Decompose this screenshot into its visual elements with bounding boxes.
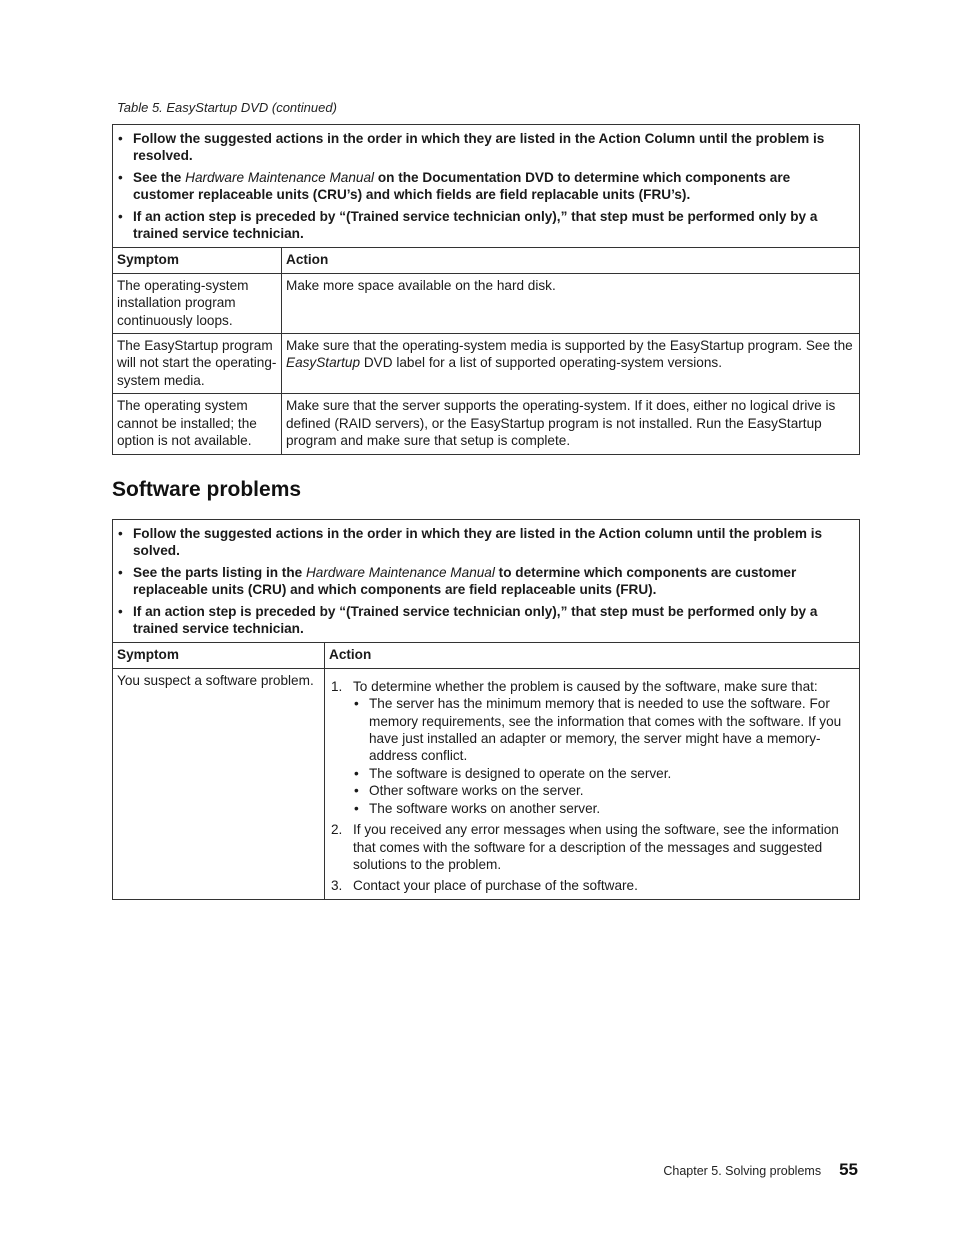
sub-item: • The server has the minimum memory that is needed to use the software. For memory requirements, see the information that comes with the software. If you have just installed an adapter or memory, the server might have a memory-address conflict. bbox=[353, 695, 855, 765]
table-caption: Table 5. EasyStartup DVD (continued) bbox=[117, 100, 337, 115]
table-row bbox=[113, 334, 860, 394]
action-cell: Make sure that the server supports the operating-system. If it does, either no logical drive is defined (RAID servers), or the EasyStartup program is not installed. Run the EasyStartup program and make sure that setup is complete. bbox=[282, 394, 860, 454]
symptom-cell: You suspect a software problem. bbox=[113, 668, 325, 899]
action-header: Action bbox=[325, 643, 860, 668]
action-step: 3. Contact your place of purchase of the software. bbox=[331, 878, 638, 894]
step-sublist bbox=[353, 695, 855, 817]
sub-item: • Other software works on the server. bbox=[353, 782, 855, 799]
note-item: • Follow the suggested actions in the order in which they are listed in the Action column until the problem is solved. bbox=[117, 525, 853, 560]
action-step: 1. To determine whether the problem is caused by the software, make sure that: • The server has the minimum memory that is needed to use the software. For memory requirements, see the information that comes with the software. If you have just installed an adapter or memory, the server might have a memory-address conflict. • The software is designed to operate on the server. • Other software works on the server. • The software works on another server. bbox=[329, 678, 855, 817]
manual-title: Hardware Maintenance Manual bbox=[305, 564, 495, 580]
page-number: 55 bbox=[839, 1160, 858, 1179]
action-header: Action bbox=[282, 248, 860, 273]
table-notes-row bbox=[113, 520, 860, 643]
symptom-cell: The EasyStartup program will not start the operating-system media. bbox=[113, 334, 282, 394]
table-row bbox=[113, 668, 860, 899]
note-item: • If an action step is preceded by “(Trained service technician only),” that step must be performed only by a trained service technician. bbox=[117, 208, 853, 243]
action-cell: Make more space available on the hard disk. bbox=[282, 273, 860, 333]
step-number: 1. bbox=[331, 678, 343, 694]
easystartup-dvd-table bbox=[112, 124, 860, 455]
page-footer bbox=[663, 1160, 858, 1180]
action-steps bbox=[329, 678, 855, 895]
symptom-header: Symptom bbox=[113, 248, 282, 273]
section-title: Software problems bbox=[112, 478, 302, 501]
note-item: • If an action step is preceded by “(Trained service technician only),” that step must be performed only by a trained service technician. bbox=[117, 603, 853, 638]
action-cell bbox=[325, 668, 860, 899]
sub-item: • The software works on another server. bbox=[353, 800, 855, 817]
table-notes bbox=[113, 125, 860, 248]
note-item: • See the Hardware Maintenance Manual on the Documentation DVD to determine which components are customer replaceable units (CRU’s) and which fields are field replacable units (FRU’s). bbox=[117, 169, 853, 204]
action-cell: Make sure that the operating-system media is supported by the EasyStartup program. See the EasyStartup DVD label for a list of supported operating-system versions. bbox=[282, 334, 860, 394]
symptom-cell: The operating system cannot be installed; the option is not available. bbox=[113, 394, 282, 454]
note-item: • See the parts listing in the Hardware Maintenance Manual to determine which components are customer replaceable units (CRU) and which components are field replaceable units (FRU). bbox=[117, 564, 853, 599]
symptom-header: Symptom bbox=[113, 643, 325, 668]
product-name: EasyStartup bbox=[286, 355, 361, 371]
table-notes-row bbox=[113, 125, 860, 248]
symptom-cell: The operating-system installation program continuously loops. bbox=[113, 273, 282, 333]
table-header-row bbox=[113, 248, 860, 273]
step-number: 2. bbox=[331, 822, 343, 838]
sub-item: • The software is designed to operate on the server. bbox=[353, 765, 855, 782]
software-problems-table bbox=[112, 519, 860, 900]
table-header-row bbox=[113, 643, 860, 668]
table-row bbox=[113, 273, 860, 333]
step-number: 3. bbox=[331, 878, 343, 894]
table-notes bbox=[113, 520, 860, 643]
manual-title: Hardware Maintenance Manual bbox=[185, 169, 375, 185]
table-row bbox=[113, 394, 860, 454]
action-step: 2. If you received any error messages when using the software, see the information that comes with the software for a description of the messages and suggested solutions to the problem. bbox=[331, 822, 839, 872]
note-item: • Follow the suggested actions in the order in which they are listed in the Action Column until the problem is resolved. bbox=[117, 130, 853, 165]
chapter-label: Chapter 5. Solving problems bbox=[663, 1164, 822, 1178]
